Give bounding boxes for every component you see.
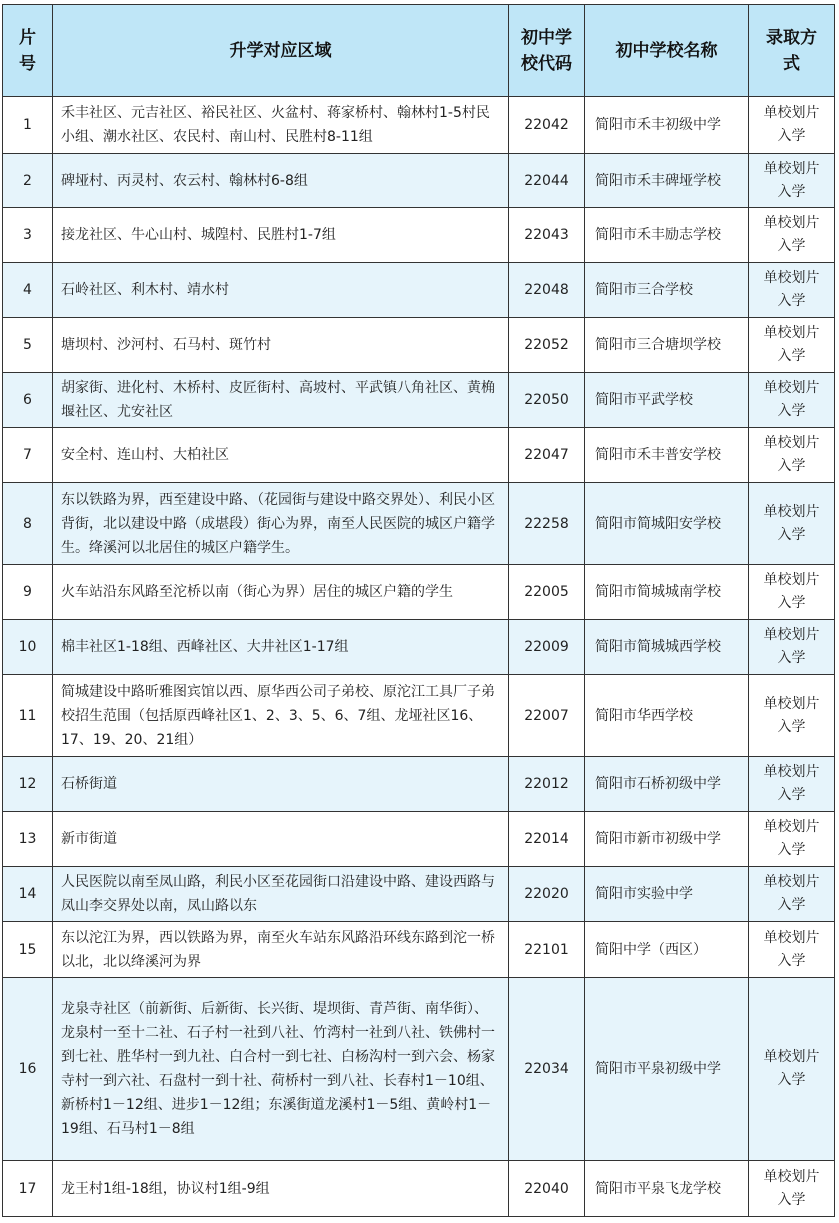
row-code-cell: 22101 [509, 922, 585, 978]
row-num-cell: 1 [3, 97, 53, 154]
table-row [3, 208, 835, 263]
row-method-cell [749, 483, 835, 565]
row-method-cell [749, 757, 835, 812]
row-method-cell [749, 565, 835, 620]
row-school-cell: 简阳市石桥初级中学 [585, 757, 749, 812]
table-row [3, 97, 835, 154]
row-code-cell: 22042 [509, 97, 585, 154]
header-num: 片号 [3, 5, 53, 97]
row-num-cell: 2 [3, 154, 53, 208]
row-method-cell [749, 263, 835, 318]
table-row [3, 675, 835, 757]
row-method-cell [749, 318, 835, 373]
row-method-cell [749, 812, 835, 867]
row-school-cell: 简阳市三合学校 [585, 263, 749, 318]
row-num-cell: 10 [3, 620, 53, 675]
method-text: 单校划片入学 [763, 627, 820, 666]
row-area-cell: 安全村、连山村、大柏社区 [53, 428, 509, 483]
row-num-cell: 11 [3, 675, 53, 757]
row-school-cell: 简阳市平泉飞龙学校 [585, 1161, 749, 1217]
row-code-cell: 22044 [509, 154, 585, 208]
row-area-cell: 胡家街、进化村、木桥村、皮匠街村、高坡村、平武镇八角社区、黄桷堰社区、尤安社区 [53, 373, 509, 428]
row-school-cell: 简阳中学（西区） [585, 922, 749, 978]
method-text: 单校划片入学 [763, 1168, 820, 1208]
row-school-cell: 简阳市三合塘坝学校 [585, 318, 749, 373]
row-area-cell: 石岭社区、利木村、靖水村 [53, 263, 509, 318]
table-row [3, 154, 835, 208]
header-code: 初中学校代码 [509, 5, 585, 97]
table-row [3, 565, 835, 620]
row-school-cell: 简阳市禾丰励志学校 [585, 208, 749, 263]
row-school-cell: 简阳市禾丰碑垭学校 [585, 154, 749, 208]
row-num-cell: 13 [3, 812, 53, 867]
table-row [3, 812, 835, 867]
admission-table-container [2, 4, 834, 1217]
row-school-cell: 简阳市新市初级中学 [585, 812, 749, 867]
row-method-cell [749, 428, 835, 483]
row-method-cell [749, 154, 835, 208]
method-text: 单校划片入学 [763, 380, 820, 419]
table-row [3, 373, 835, 428]
row-num-cell: 14 [3, 867, 53, 922]
method-text: 单校划片入学 [763, 105, 820, 144]
row-method-cell [749, 867, 835, 922]
table-header-row [3, 5, 835, 97]
table-row [3, 867, 835, 922]
row-code-cell: 22020 [509, 867, 585, 922]
row-code-cell: 22009 [509, 620, 585, 675]
table-row [3, 978, 835, 1161]
table-row [3, 922, 835, 978]
row-method-cell [749, 978, 835, 1161]
row-code-cell: 22052 [509, 318, 585, 373]
row-code-cell: 22048 [509, 263, 585, 318]
row-area-cell: 棉丰社区1-18组、西峰社区、大井社区1-17组 [53, 620, 509, 675]
row-area-cell: 龙泉寺社区（前新街、后新街、长兴街、堤坝街、青芦街、南华街）、龙泉村一至十二社、石子村一社到八社、竹湾村一社到八社、铁佛村一到七社、胜华村一到九社、白合村一到七社、白杨沟村一到六会、杨家寺村一到六社、石盘村一到十社、荷桥村一到八社、长春村1－10组、新桥村1－12组、进步1－12组；东溪街道龙溪村1－5组、黄岭村1－19组、石马村1－8组 [53, 978, 509, 1161]
row-area-cell: 接龙社区、牛心山村、城隍村、民胜村1-7组 [53, 208, 509, 263]
table-row [3, 428, 835, 483]
row-code-cell: 22047 [509, 428, 585, 483]
header-area: 升学对应区域 [53, 5, 509, 97]
row-area-cell: 禾丰社区、元吉社区、裕民社区、火盆村、蒋家桥村、翰林村1-5村民小组、潮水社区、农民村、南山村、民胜村8-11组 [53, 97, 509, 154]
row-num-cell: 17 [3, 1161, 53, 1217]
header-school: 初中学校名称 [585, 5, 749, 97]
method-text: 单校划片入学 [763, 160, 820, 200]
row-num-cell: 9 [3, 565, 53, 620]
row-num-cell: 6 [3, 373, 53, 428]
row-method-cell [749, 922, 835, 978]
row-area-cell: 简城建设中路昕雅图宾馆以西、原华西公司子弟校、原沱江工具厂子弟校招生范围（包括原西峰社区1、2、3、5、6、7组、龙垭社区16、17、19、20、21组） [53, 675, 509, 757]
row-method-cell [749, 97, 835, 154]
method-text: 单校划片入学 [763, 270, 820, 309]
row-area-cell: 人民医院以南至凤山路，利民小区至花园街口沿建设中路、建设西路与凤山李交界处以南，凤山路以东 [53, 867, 509, 922]
row-code-cell: 22050 [509, 373, 585, 428]
row-code-cell: 22007 [509, 675, 585, 757]
row-code-cell: 22034 [509, 978, 585, 1161]
row-num-cell: 7 [3, 428, 53, 483]
row-method-cell [749, 620, 835, 675]
method-text: 单校划片入学 [763, 929, 820, 969]
method-text: 单校划片入学 [763, 572, 820, 611]
method-text: 单校划片入学 [763, 435, 820, 474]
method-text: 单校划片入学 [763, 1049, 820, 1088]
row-num-cell: 3 [3, 208, 53, 263]
method-text: 单校划片入学 [763, 325, 820, 364]
row-code-cell: 22014 [509, 812, 585, 867]
row-area-cell: 东以铁路为界，西至建设中路、（花园街与建设中路交界处）、利民小区背街，北以建设中路（成堪段）街心为界，南至人民医院的城区户籍学生。绛溪河以北居住的城区户籍学生。 [53, 483, 509, 565]
row-num-cell: 12 [3, 757, 53, 812]
row-num-cell: 5 [3, 318, 53, 373]
row-area-cell: 新市街道 [53, 812, 509, 867]
row-school-cell: 简阳市简城城西学校 [585, 620, 749, 675]
method-text: 单校划片入学 [763, 503, 820, 543]
header-method: 录取方式 [749, 5, 835, 97]
row-school-cell: 简阳市简城城南学校 [585, 565, 749, 620]
row-area-cell: 火车站沿东风路至沱桥以南（街心为界）居住的城区户籍的学生 [53, 565, 509, 620]
row-school-cell: 简阳市实验中学 [585, 867, 749, 922]
table-row [3, 483, 835, 565]
row-code-cell: 22040 [509, 1161, 585, 1217]
row-school-cell: 简阳市平泉初级中学 [585, 978, 749, 1161]
row-area-cell: 东以沱江为界，西以铁路为界，南至火车站东风路沿环线东路到沱一桥以北，北以绛溪河为界 [53, 922, 509, 978]
row-code-cell: 22012 [509, 757, 585, 812]
row-num-cell: 16 [3, 978, 53, 1161]
row-code-cell: 22043 [509, 208, 585, 263]
row-method-cell [749, 373, 835, 428]
row-code-cell: 22258 [509, 483, 585, 565]
row-area-cell: 塘坝村、沙河村、石马村、斑竹村 [53, 318, 509, 373]
table-row [3, 620, 835, 675]
row-num-cell: 15 [3, 922, 53, 978]
row-num-cell: 8 [3, 483, 53, 565]
row-method-cell [749, 208, 835, 263]
admission-table [2, 4, 835, 1217]
row-school-cell: 简阳市华西学校 [585, 675, 749, 757]
table-row [3, 263, 835, 318]
table-row [3, 757, 835, 812]
row-num-cell: 4 [3, 263, 53, 318]
row-area-cell: 龙王村1组-18组，协议村1组-9组 [53, 1161, 509, 1217]
row-school-cell: 简阳市禾丰初级中学 [585, 97, 749, 154]
method-text: 单校划片入学 [763, 764, 820, 803]
row-area-cell: 碑垭村、丙灵村、农云村、翰林村6-8组 [53, 154, 509, 208]
row-code-cell: 22005 [509, 565, 585, 620]
row-school-cell: 简阳市禾丰普安学校 [585, 428, 749, 483]
table-row [3, 318, 835, 373]
row-area-cell: 石桥街道 [53, 757, 509, 812]
method-text: 单校划片入学 [763, 874, 820, 913]
row-method-cell [749, 1161, 835, 1217]
row-school-cell: 简阳市简城阳安学校 [585, 483, 749, 565]
row-school-cell: 简阳市平武学校 [585, 373, 749, 428]
row-method-cell [749, 675, 835, 757]
table-row [3, 1161, 835, 1217]
method-text: 单校划片入学 [763, 215, 820, 254]
method-text: 单校划片入学 [763, 819, 820, 858]
method-text: 单校划片入学 [763, 695, 820, 735]
